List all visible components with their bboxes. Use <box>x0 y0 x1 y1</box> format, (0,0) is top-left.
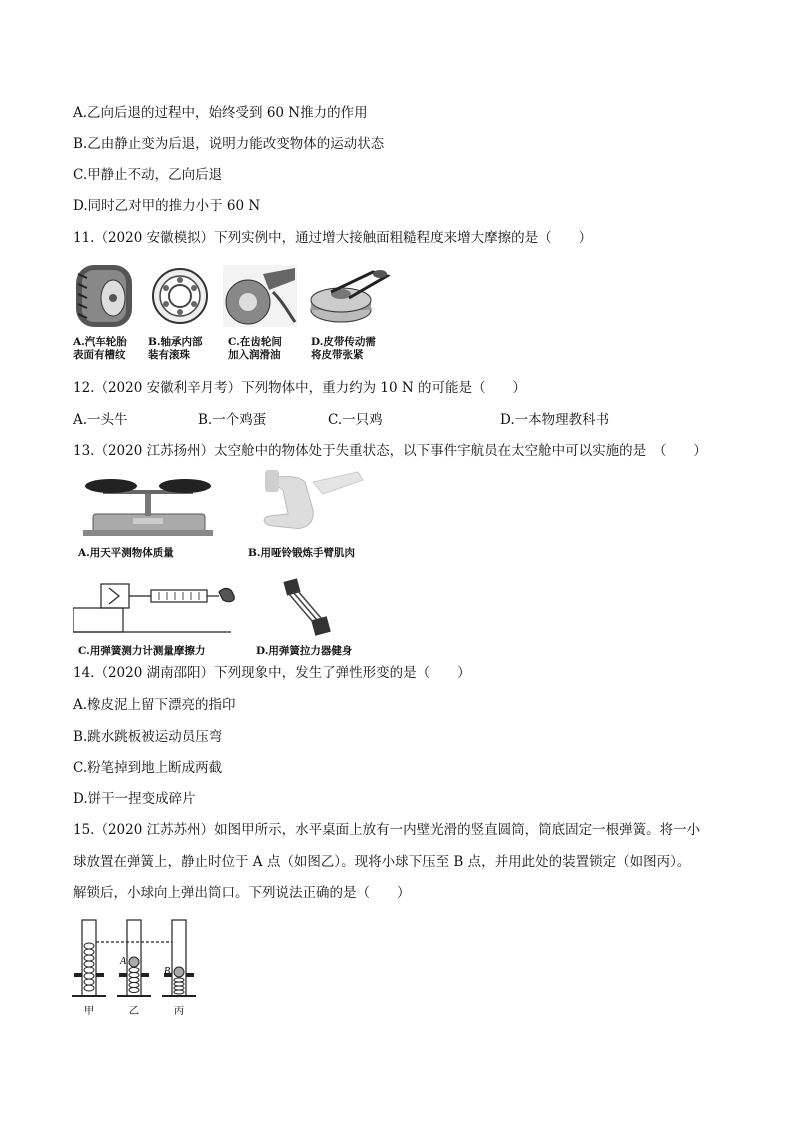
q11-caption-b-line1: B.轴承内部 <box>148 336 203 348</box>
q11-caption-b-line2: 装有滚珠 <box>148 349 190 361</box>
q13-caption-b: B.用哑铃锻炼手臂肌肉 <box>248 547 356 559</box>
q15-cylinder-figure <box>70 918 210 1020</box>
q12-stem: 12.（2020 安徽利辛月考）下列物体中，重力约为 10 N 的可能是（ ） <box>73 380 526 396</box>
arm-dumbbell-figure <box>264 470 363 528</box>
tire-figure <box>76 265 132 327</box>
bearing-figure <box>153 269 207 323</box>
chest-expander-figure <box>283 578 330 635</box>
q12-option-d: D.一本物理教科书 <box>500 412 610 428</box>
q13-caption-d: D.用弹簧拉力器健身 <box>256 645 353 657</box>
q11-caption-c-line2: 加入润滑油 <box>228 349 281 361</box>
q14-option-d: D.饼干一捏变成碎片 <box>73 791 196 807</box>
q11-caption-c-line1: C.在齿轮间 <box>228 336 282 348</box>
balance-figure <box>83 479 213 536</box>
q13-figures-bottom <box>73 578 373 640</box>
q13-caption-c: C.用弹簧测力计测量摩擦力 <box>78 645 206 657</box>
q12-option-c: C.一只鸡 <box>328 412 383 428</box>
belt-drive-figure <box>311 270 387 322</box>
q11-caption-a-line1: A.汽车轮胎 <box>73 336 127 348</box>
q14-stem: 14.（2020 湖南邵阳）下列现象中，发生了弹性形变的是（ ） <box>73 665 471 681</box>
q14-option-b: B.跳水跳板被运动员压弯 <box>73 729 223 745</box>
gears-figure <box>223 265 297 327</box>
q10-option-a: A.乙向后退的过程中，始终受到 60 N推力的作用 <box>73 105 368 121</box>
q12-option-a: A.一头牛 <box>73 412 128 428</box>
point-a-label: A <box>120 956 127 967</box>
q10-option-d: D.同时乙对甲的推力小于 60 N <box>73 198 261 214</box>
spring-scale-figure <box>73 584 234 632</box>
q10-option-c: C.甲静止不动，乙向后退 <box>73 167 223 183</box>
q13-caption-a: A.用天平测物体质量 <box>78 547 174 559</box>
fig-label-bing: 丙 <box>174 1006 184 1017</box>
q11-caption-d-line1: D.皮带传动需 <box>311 336 376 348</box>
q12-option-b: B.一个鸡蛋 <box>198 412 267 428</box>
q10-option-b: B.乙由静止变为后退，说明力能改变物体的运动状态 <box>73 136 385 152</box>
fig-label-jia: 甲 <box>84 1006 94 1017</box>
q11-caption-d-line2: 将皮带张紧 <box>311 349 364 361</box>
q13-figures-top <box>73 470 373 542</box>
q11-caption-a-line2: 表面有槽纹 <box>73 349 126 361</box>
q13-stem: 13.（2020 江苏扬州）太空舱中的物体处于失重状态，以下事件宇航员在太空舱中可以实施的是 （ ） <box>73 443 707 459</box>
q11-stem: 11.（2020 安徽模拟）下列实例中，通过增大接触面粗糙程度来增大摩擦的是（ ） <box>73 230 593 246</box>
q14-option-a: A.橡皮泥上留下漂亮的指印 <box>73 697 236 713</box>
fig-label-yi: 乙 <box>129 1006 139 1017</box>
q11-figures <box>73 262 393 332</box>
q14-option-c: C.粉笔掉到地上断成两截 <box>73 760 223 776</box>
point-b-label: B <box>164 966 171 977</box>
q15-line2: 球放置在弹簧上，静止时位于 A 点（如图乙）。现将小球下压至 B 点，并用此处的装置锁定（如图丙）。 <box>73 854 691 870</box>
q15-line1: 15.（2020 江苏苏州）如图甲所示，水平桌面上放有一内壁光滑的竖直圆筒，筒底固定一根弹簧。将一小 <box>73 822 701 838</box>
q15-line3: 解锁后，小球向上弹出筒口。下列说法正确的是（ ） <box>73 885 411 901</box>
